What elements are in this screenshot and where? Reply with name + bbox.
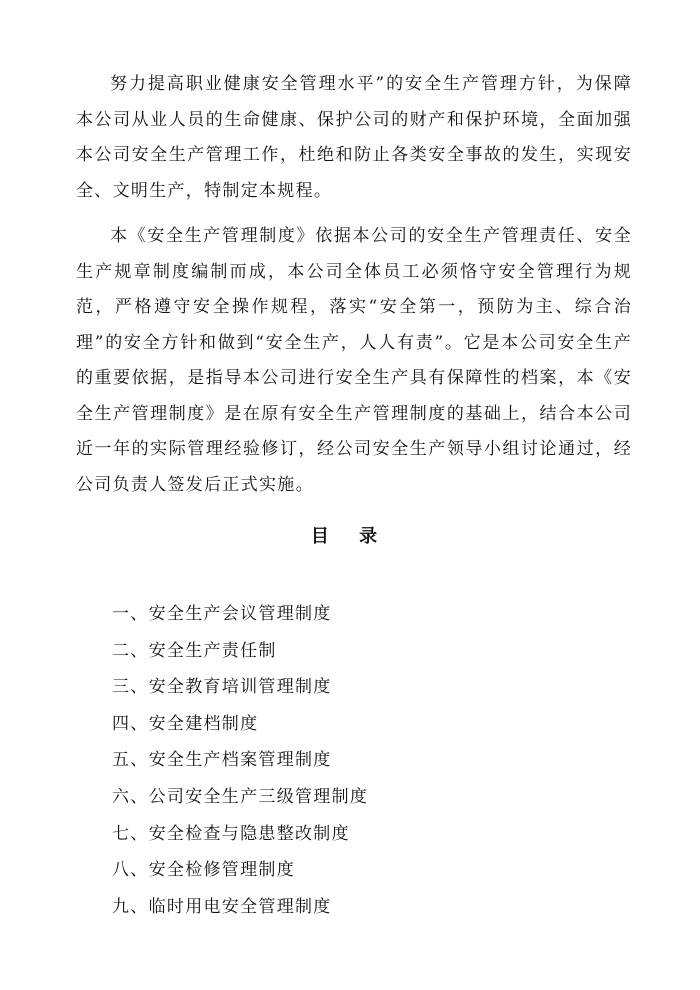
intro-paragraph-2: 本《安全生产管理制度》依据本公司的安全生产管理责任、安全生产规章制度编制而成，本公司全体员工必须恪守安全管理行为规范，严格遵守安全操作规程，落实“安全第一，预防为主、综合治理”的安全方针和做到“安全生产，人人有责”。它是本公司安全生产的重要依据，是指导本公司进行安全生产具有保障性的档案，本《安全生产管理制度》是在原有安全生产管理制度的基础上，结合本公司近一年的实际管理经验修订，经公司安全生产领导小组讨论通过，经公司负责人签发后正式实施。 xyxy=(76,226,632,495)
toc-list xyxy=(112,596,368,925)
intro-paragraph-1: 努力提高职业健康安全管理水平”的安全生产管理方针，为保障本公司从业人员的生命健康、保护公司的财产和保护环境，全面加强本公司安全生产管理工作，杜绝和防止各类安全事故的发生，实现安全、文明生产，特制定本规程。 xyxy=(76,74,632,201)
toc-item-9: 九、临时用电安全管理制度 xyxy=(112,896,332,917)
toc-item-5: 五、安全生产档案管理制度 xyxy=(112,750,332,771)
toc-item-1: 一、安全生产会议管理制度 xyxy=(112,604,332,624)
toc-item-6: 六、公司安全生产三级管理制度 xyxy=(112,786,369,807)
toc-item-4: 四、安全建档制度 xyxy=(112,713,259,734)
toc-item-8: 八、安全检修管理制度 xyxy=(112,860,295,881)
toc-item-7: 七、安全检查与隐患整改制度 xyxy=(112,823,350,844)
toc-title: 目 录 xyxy=(310,526,390,547)
toc-item-3: 三、安全教育培训管理制度 xyxy=(112,677,332,698)
toc-item-2: 二、安全生产责任制 xyxy=(112,640,277,661)
